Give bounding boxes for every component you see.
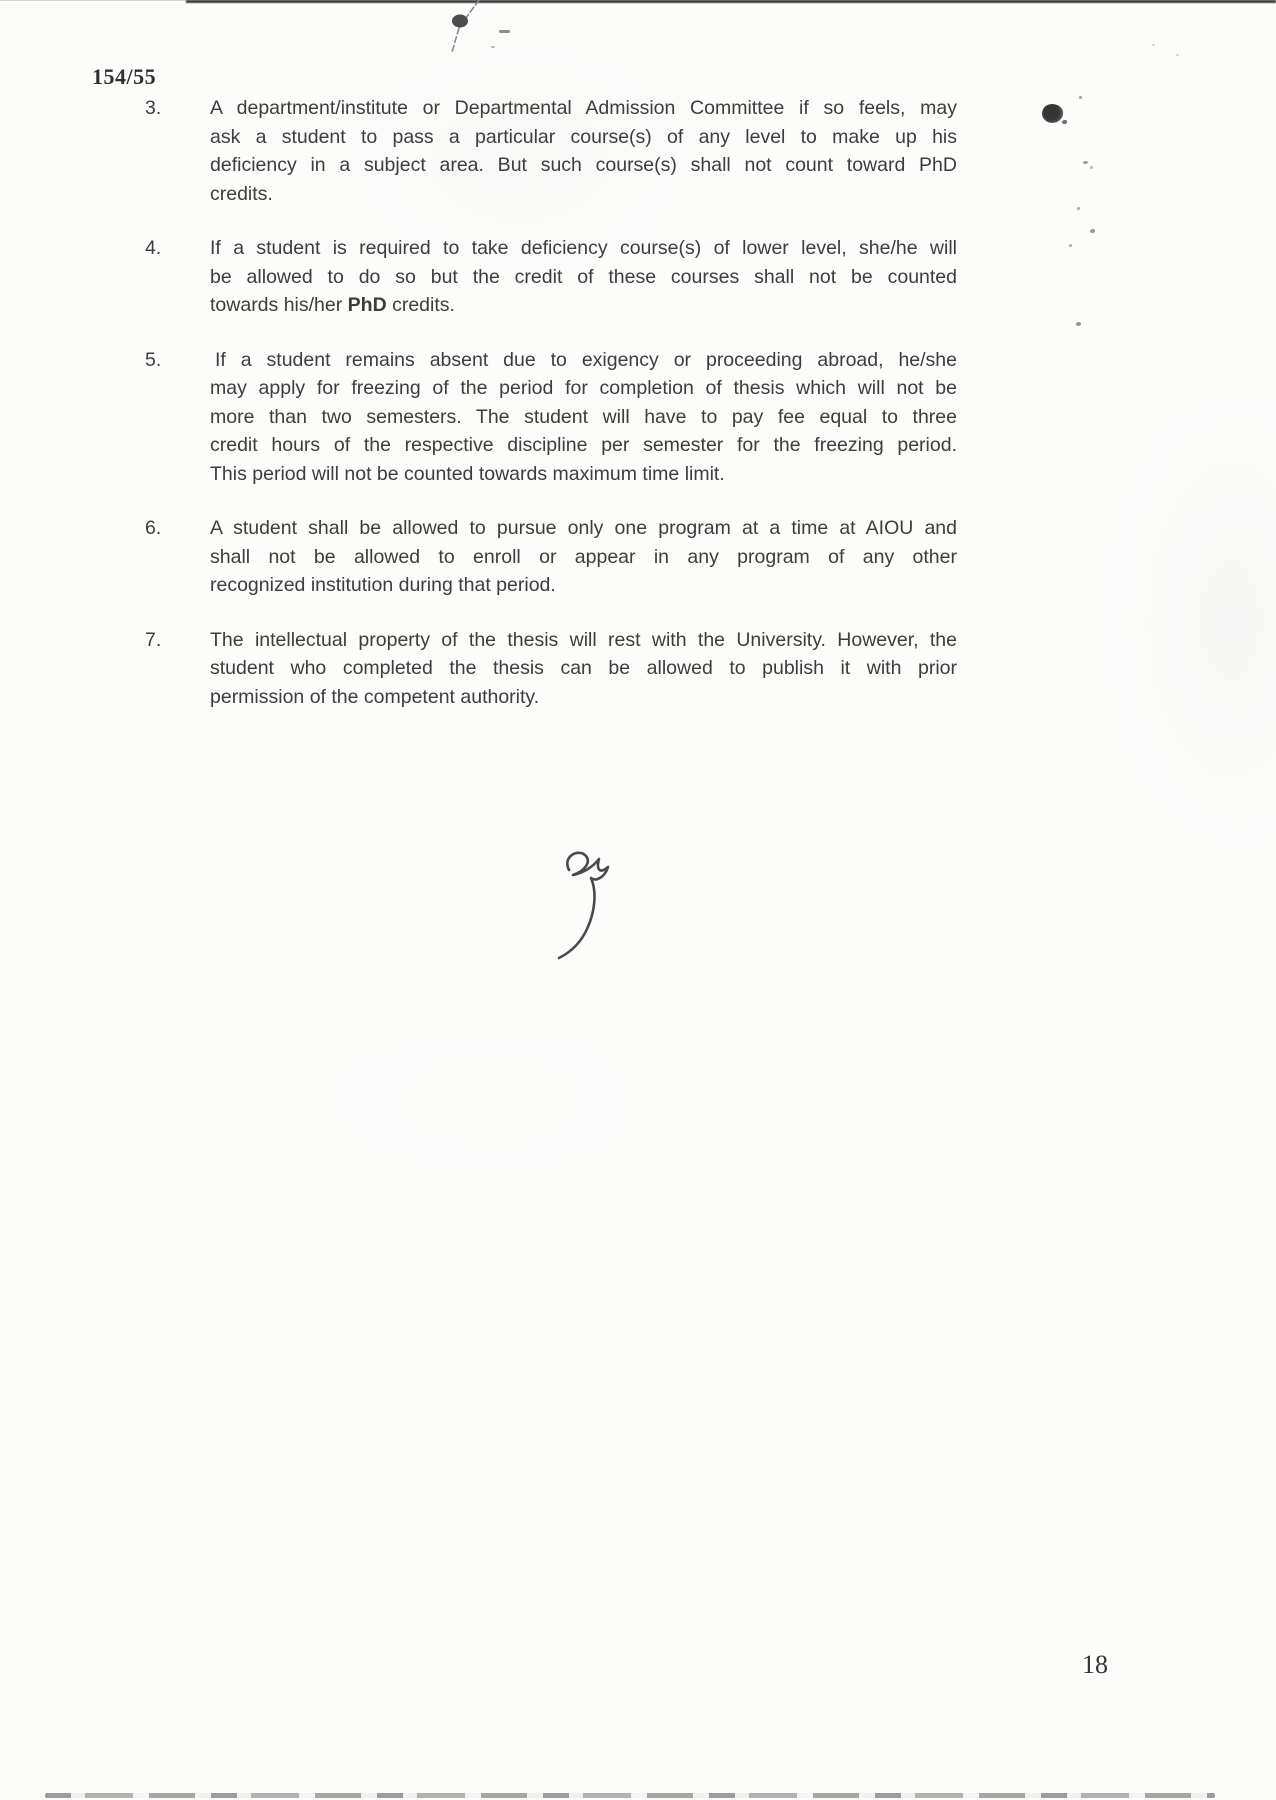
clause-line: ask a student to pass a particular course(s) of any level to make up his [210,125,957,148]
ink-speck [1176,54,1179,56]
clause-line-part: towards his/her [210,294,348,316]
ink-speck [1079,96,1082,99]
ink-speck [1090,166,1093,169]
clause-number: 6. [145,517,162,539]
clause-number: 4. [145,237,162,259]
clause-line: This period will not be counted towards maximum time limit. [210,462,725,485]
clause-text [210,346,957,489]
scan-bottom-edge-artifact [45,1793,1215,1798]
scan-top-edge-faint [0,0,186,1]
clause-text [210,514,957,600]
clause-item-7 [145,626,957,712]
ink-speck [1083,161,1088,164]
clause-line: recognized institution during that period. [210,574,556,596]
clause-item-3 [145,94,957,208]
clause-line: permission of the competent authority. [210,685,540,708]
clause-number: 5. [145,348,162,371]
clause-line: If a student remains absent due to exigency or proceeding abroad, he/she [215,348,957,371]
clause-item-6 [145,514,957,600]
clause-line-bold-part: PhD [347,294,387,316]
clause-line: shall not be allowed to enroll or appear in any program of any other [210,545,957,568]
clause-item-5 [145,346,957,489]
clause-line: The intellectual property of the thesis will rest with the University. However, the [210,628,957,651]
clause-line: student who completed the thesis can be allowed to publish it with prior [210,657,957,679]
clause-line: credits. [210,182,273,205]
page-number: 18 [1082,1650,1108,1679]
document-reference-number: 154/55 [92,64,157,89]
clause-item-4 [145,234,957,320]
clause-text [210,234,957,320]
ink-speck [1090,229,1095,233]
scan-top-edge-artifact [186,0,1276,3]
signature-icon [543,846,638,966]
clause-number: 3. [145,97,162,119]
clause-line-part: credits. [386,294,455,316]
clause-line: If a student is required to take deficiency course(s) of lower level, she/he will [210,237,957,259]
clause-line: be allowed to do so but the credit of these courses shall not be counted [210,265,957,288]
ink-speck [1069,244,1072,247]
clause-line [210,291,957,320]
clause-line: may apply for freezing of the period for completion of thesis which will not be [210,377,957,399]
handwritten-signature [543,846,638,971]
clause-text [210,94,957,208]
numbered-clause-list [145,94,957,737]
clause-line: A student shall be allowed to pursue only one program at a time at AIOU and [210,517,957,539]
clause-text [210,626,957,712]
ink-speck [1152,44,1155,46]
ink-speck [1077,207,1080,210]
ink-blob-tail [1062,120,1067,124]
clause-line: more than two semesters. The student will have to pay fee equal to three [210,405,957,428]
ink-speck [1076,322,1081,326]
pen-stroke-artifact [415,0,525,60]
clause-line: credit hours of the respective discipline per semester for the freezing period. [210,434,957,456]
clause-number: 7. [145,628,162,651]
clause-line: A department/institute or Departmental Admission Committee if so feels, may [210,97,957,119]
clause-line: deficiency in a subject area. But such course(s) shall not count toward PhD [210,154,957,176]
